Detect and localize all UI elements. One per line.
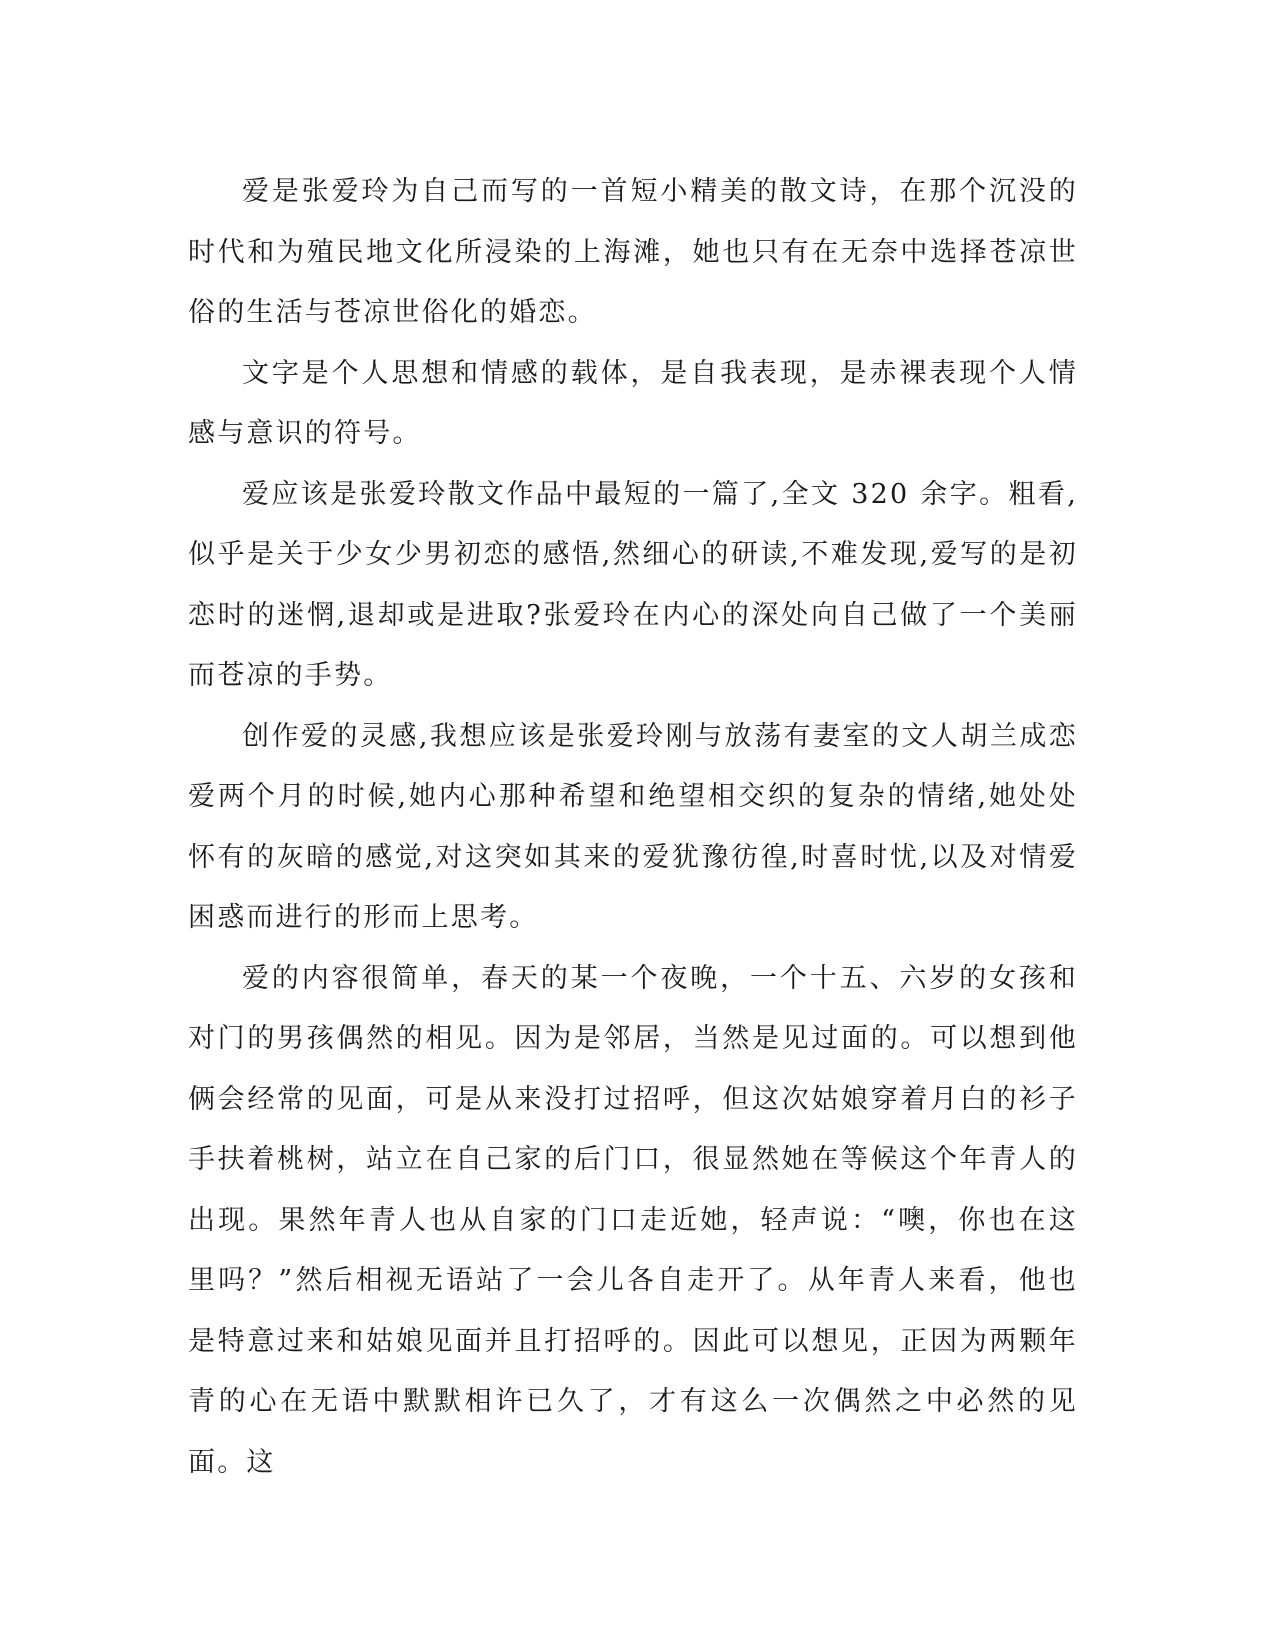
paragraph-3: 爱应该是张爱玲散文作品中最短的一篇了,全文 320 余字。粗看,似乎是关于少女少男初恋的感悟,然细心的研读,不难发现,爱写的是初恋时的迷惘,退却或是进取?张爱玲在内心的深处向自己做了一个美丽而苍凉的手势。 bbox=[188, 478, 1078, 691]
paragraph-2: 文字是个人思想和情感的载体，是自我表现，是赤裸表现个人情感与意识的符号。 bbox=[188, 357, 1078, 449]
paragraph-5: 爱的内容很简单，春天的某一个夜晚，一个十五、六岁的女孩和对门的男孩偶然的相见。因为是邻居，当然是见过面的。可以想到他俩会经常的见面，可是从来没打过招呼，但这次姑娘穿着月白的衫子手扶着桃树，站立在自己家的后门口，很显然她在等候这个年青人的出现。果然年青人也从自家的门口走近她，轻声说：“噢，你也在这里吗？”然后相视无语站了一会儿各自走开了。从年青人来看，他也是特意过来和姑娘见面并且打招呼的。因此可以想见，正因为两颗年青的心在无语中默默相许已久了，才有这么一次偶然之中必然的见面。这 bbox=[188, 962, 1078, 1478]
paragraph-1: 爱是张爱玲为自己而写的一首短小精美的散文诗，在那个沉没的时代和为殖民地文化所浸染的上海滩，她也只有在无奈中选择苍凉世俗的生活与苍凉世俗化的婚恋。 bbox=[188, 176, 1078, 328]
document-body bbox=[188, 162, 1078, 1493]
paragraph-4: 创作爱的灵感,我想应该是张爱玲刚与放荡有妻室的文人胡兰成恋爱两个月的时候,她内心那种希望和绝望相交织的复杂的情绪,她处处怀有的灰暗的感觉,对这突如其来的爱犹豫彷徨,时喜时忧,以及对情爱困惑而进行的形而上思考。 bbox=[188, 720, 1078, 933]
